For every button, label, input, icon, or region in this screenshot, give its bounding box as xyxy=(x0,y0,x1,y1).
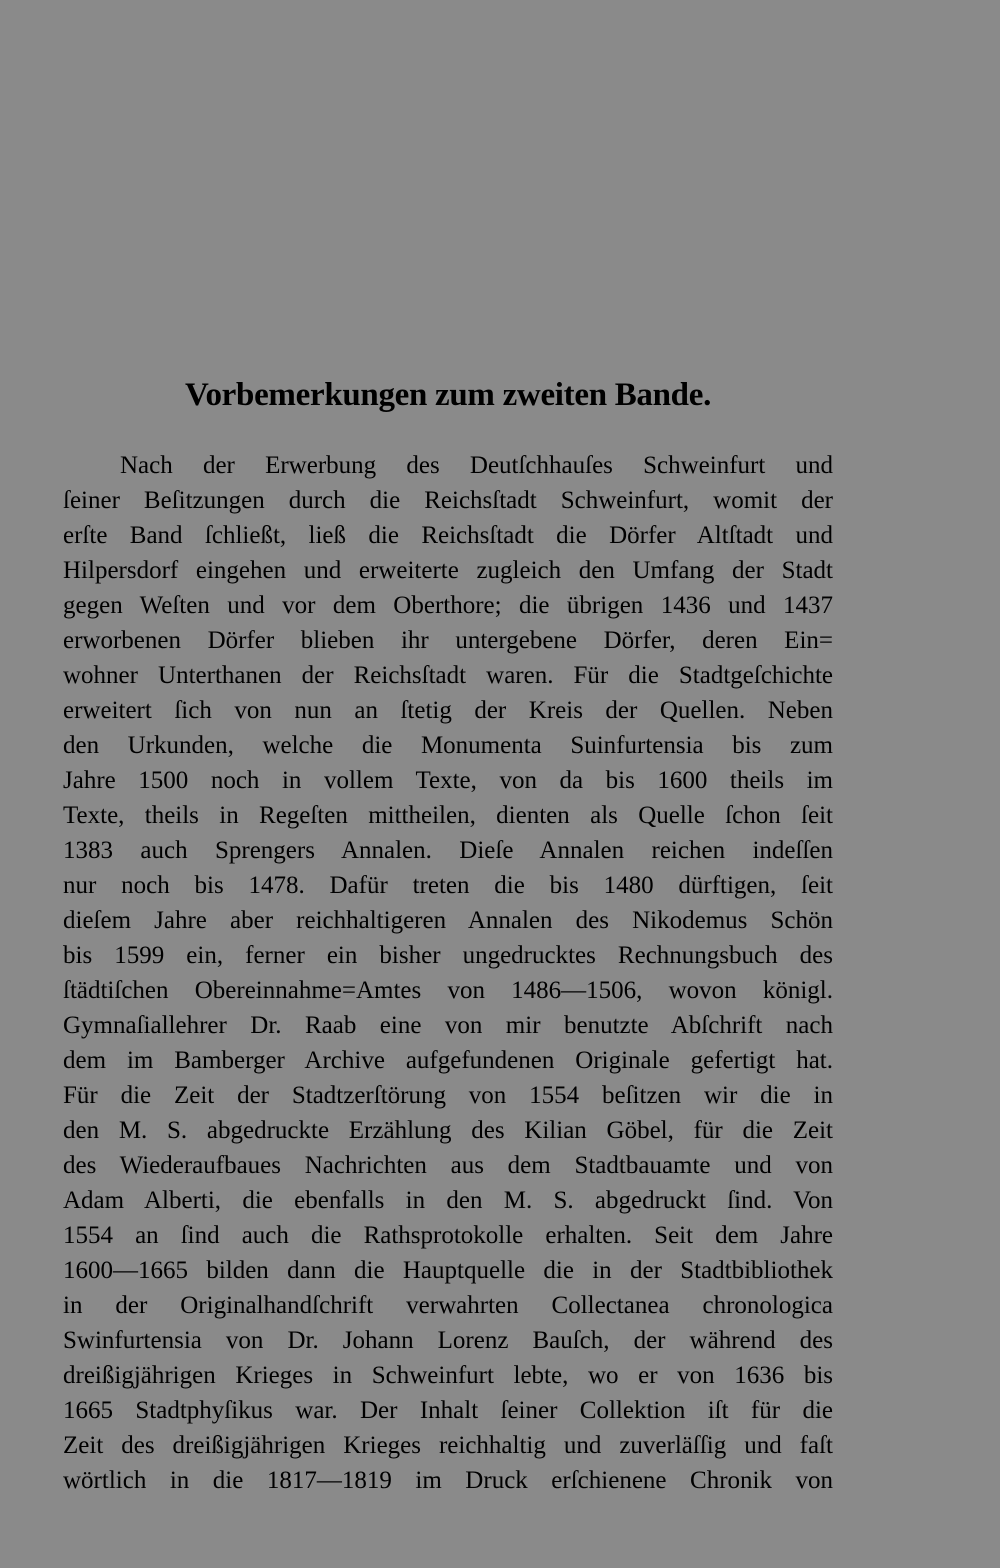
text-line: erweitert ſich von nun an ſtetig der Kreis der Quellen. Neben xyxy=(63,697,833,724)
text-line: 1600—1665 bilden dann die Hauptquelle die in der Stadtbibliothek xyxy=(63,1257,833,1284)
text-line: wörtlich in die 1817—1819 im Druck erſchienene Chronik von xyxy=(63,1467,833,1494)
text-line: Gymnaſiallehrer Dr. Raab eine von mir benutzte Abſchrift nach xyxy=(63,1012,833,1039)
text-line: den Urkunden, welche die Monumenta Suinfurtensia bis zum xyxy=(63,732,833,759)
text-line: den M. S. abgedruckte Erzählung des Kilian Göbel, für die Zeit xyxy=(63,1117,833,1144)
body-text xyxy=(63,448,833,1498)
text-line: Swinfurtensia von Dr. Johann Lorenz Bauſch, der während des xyxy=(63,1327,833,1354)
text-line: Hilpersdorf eingehen und erweiterte zugleich den Umfang der Stadt xyxy=(63,557,833,584)
text-line: 1554 an ſind auch die Rathsprotokolle erhalten. Seit dem Jahre xyxy=(63,1222,833,1249)
text-line: ſeiner Beſitzungen durch die Reichsſtadt Schweinfurt, womit der xyxy=(63,487,833,514)
text-line: 1383 auch Sprengers Annalen. Dieſe Annalen reichen indeſſen xyxy=(63,837,833,864)
text-line: nur noch bis 1478. Dafür treten die bis 1480 dürftigen, ſeit xyxy=(63,872,833,899)
text-line: wohner Unterthanen der Reichsſtadt waren. Für die Stadtgeſchichte xyxy=(63,662,833,689)
text-line: dem im Bamberger Archive aufgefundenen Originale gefertigt hat. xyxy=(63,1047,833,1074)
text-line: 1665 Stadtphyſikus war. Der Inhalt ſeiner Collektion iſt für die xyxy=(63,1397,833,1424)
chapter-title: Vorbemerkungen zum zweiten Bande. xyxy=(184,377,712,413)
text-line: ſtädtiſchen Obereinnahme=Amtes von 1486—1506, wovon königl. xyxy=(63,977,833,1004)
text-line: Texte, theils in Regeſten mittheilen, dienten als Quelle ſchon ſeit xyxy=(63,802,833,829)
text-line: gegen Weſten und vor dem Oberthore; die übrigen 1436 und 1437 xyxy=(63,592,833,619)
text-line: erſte Band ſchließt, ließ die Reichsſtadt die Dörfer Altſtadt und xyxy=(63,522,833,549)
text-line: dieſem Jahre aber reichhaltigeren Annalen des Nikodemus Schön xyxy=(63,907,833,934)
text-line: Für die Zeit der Stadtzerſtörung von 1554 beſitzen wir die in xyxy=(63,1082,833,1109)
text-line: Adam Alberti, die ebenfalls in den M. S. abgedruckt ſind. Von xyxy=(63,1187,833,1214)
text-line: Zeit des dreißigjährigen Krieges reichhaltig und zuverläſſig und faſt xyxy=(63,1432,833,1459)
text-line: erworbenen Dörfer blieben ihr untergebene Dörfer, deren Ein= xyxy=(63,627,833,654)
text-line: dreißigjährigen Krieges in Schweinfurt lebte, wo er von 1636 bis xyxy=(63,1362,833,1389)
text-line: in der Originalhandſchrift verwahrten Collectanea chronologica xyxy=(63,1292,833,1319)
text-line: bis 1599 ein, ferner ein bisher ungedrucktes Rechnungsbuch des xyxy=(63,942,833,969)
text-line: Jahre 1500 noch in vollem Texte, von da bis 1600 theils im xyxy=(63,767,833,794)
text-line: Nach der Erwerbung des Deutſchhauſes Schweinfurt und xyxy=(120,452,833,479)
text-line: des Wiederaufbaues Nachrichten aus dem Stadtbauamte und von xyxy=(63,1152,833,1179)
